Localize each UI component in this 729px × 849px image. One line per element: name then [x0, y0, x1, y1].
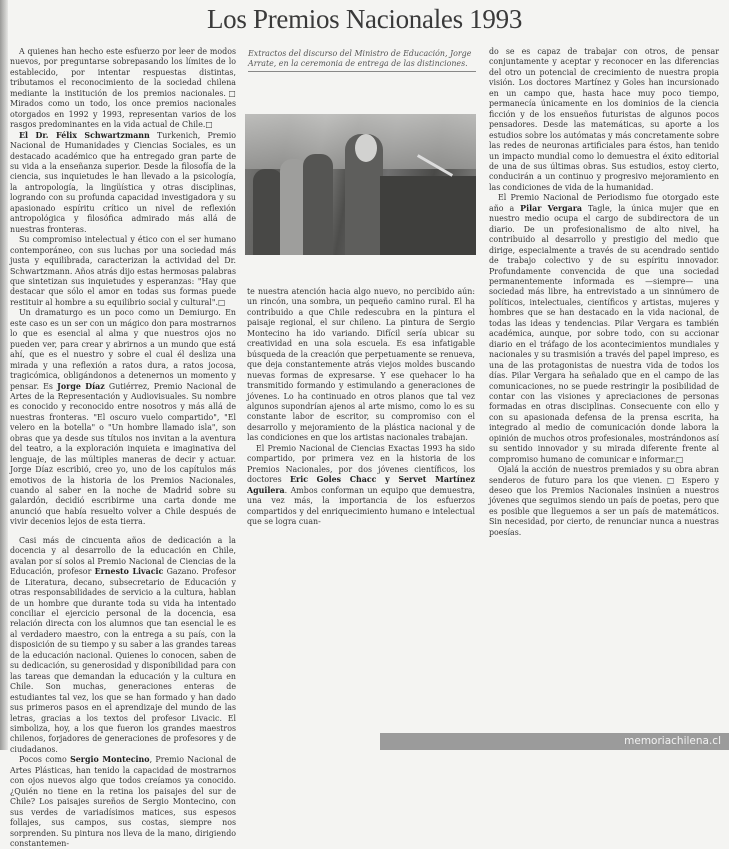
ceremony-photo: [245, 114, 476, 255]
column-2: [247, 287, 475, 527]
watermark-text[interactable]: memoriachilena.cl: [624, 735, 721, 747]
watermark-bar: [380, 733, 729, 750]
podium: [380, 176, 476, 255]
paragraph: Casi más de cincuenta años de dedicación a la docencia y al desarrollo de la educación en Chile, avalan por sí solos al Premio Nacional de Ciencias de la Educación, profesor Ernesto Livacic Gazano. Profesor de Literatura, decano, subsecretario de Educación y otras responsabilidades de servicio a la cultura, hablan de un hombre que durante toda su vida ha intentado conciliar el ejercicio personal de la docencia, esa relación directa con los alumnos que tan esencial le es al verdadero maestro, con la entrega a su país, con la disposición de su tiempo y su saber a las grandes tareas de la educación nacional. Quienes lo conocen, saben de su dedicación, su generosidad y disponibilidad para con las tareas que demandan la educación y la cultura en Chile. Son muchas, generaciones enteras de estudiantes tal vez, los que se han formado y han dado sus primeros pasos en el aprendizaje del mundo de las letras, gracias a los textos del profesor Livacic. El simboliza, hoy, a los que fueron los grandes maestros chilenos, forjadores de generaciones de profesores y de ciudadanos.: [10, 535, 236, 754]
bold-name: Sergio Montecino: [70, 755, 150, 765]
paragraph: Ojalá la acción de nuestros premiados y su obra abran senderos de futuro para los que vienen. □ Espero y deseo que los Premios Nacionales insinúen a nuestros jóvenes que seguimos siendo un país de poetas, pero que es posible que lleguemos a ser un país de matemáticos. Sin necesidad, por cierto, de renunciar nunca a nuestras poesías.: [489, 465, 719, 537]
paragraph: do se es capaz de trabajar con otros, de pensar conjuntamente y aceptar y reconocer en las diferencias del otro un potencial de crecimiento de nuestra propia visión. Los doctores Martínez y Goles han incursionado en un campo que, hasta hace muy poco tiempo, permanecía únicamente en los dominios de la ciencia ficción y de los ensueños futuristas de algunos pocos pensadores. Desde las matemáticas, su aporte a los estudios sobre los autómatas y más concretamente sobre las redes de neuronas artificiales para éstos, han tenido un impacto mundial como lo demuestra el éxito editorial de una de sus últimas obras. Sus estudios, estoy cierto, conducirán a un continuo y progresivo mejoramiento en las condiciones de vida de la humanidad.: [489, 47, 719, 192]
page-edge-shadow: [0, 0, 8, 750]
paragraph: Pocos como Sergio Montecino, Premio Nacional de Artes Plásticas, han tenido la capacidad de mostrarnos con ojos nuevos algo que todos creíamos ya conocido. ¿Quién no tiene en la retina los paisajes del sur de Chile? Los paisajes sureños de Sergio Montecino, con sus verdes de variadísimos matices, sus espesos follajes, sus campos, sus costas, siempre nos sorprenden. Su pintura nos lleva de la mano, dirigiendo constantemen-: [10, 755, 236, 848]
bold-name: Eric Goles Chacc y Servet Martínez Aguilera: [247, 475, 475, 495]
paragraph: A quienes han hecho este esfuerzo por leer de modos nuevos, por preguntarse sobrepasando los límites de lo establecido, por intentar respuestas distintas, tributamos el reconocimiento de la sociedad chilena mediante la institución de los premios nacionales.□ Mirados como un todo, los once premios nacionales otorgados en 1992 y 1993, representan varios de los rasgos predominantes en la vida actual de Chile.□: [10, 47, 236, 130]
paragraph: Su compromiso intelectual y ético con el ser humano contemporáneo, con sus luchas por una sociedad más justa y equilibrada, caracterizan la actividad del Dr. Schwartzmann. Años atrás dijo estas hermosas palabras que sintetizan sus inquietudes y esperanzas: "Hay que destacar que sólo el amor en todas sus formas puede restituir al hombre a su equilibrio social y cultural".□: [10, 235, 236, 307]
paragraph: El Premio Nacional de Ciencias Exactas 1993 ha sido compartido, por primera vez en la historia de los Premios Nacionales, por dos jóvenes científicos, los doctores Eric Goles Chacc y Servet Martínez Aguilera. Ambos conforman un equipo que demuestra, una vez más, la importancia de los esfuerzos compartidos y del enriquecimiento humano e intelectual que se logra cuan-: [247, 443, 475, 526]
photo-caption: Extractos del discurso del Ministro de Educación, Jorge Arrate, en la ceremonia de entrega de las distinciones.: [248, 49, 476, 72]
bold-name: Jorge Díaz: [57, 381, 105, 391]
bold-name: Ernesto Livacic: [94, 567, 164, 577]
paragraph: te nuestra atención hacia algo nuevo, no percibido aún: un rincón, una sombra, un pequeño camino rural. El ha contribuido a que Chile redescubra en la pintura el paisaje regional, el sur chileno. La pintura de Sergio Montecino ha ido variando. Difícil sería ubicar su creatividad en una sola escuela. Es esa infatigable búsqueda de la creación que perpetuamente se renueva, que deja constantemente atrás viejos moldes buscando nuevas formas de expresarse. Y ese quehacer lo ha transmitido formando y estimulando a generaciones de jóvenes. Lo ha continuado en otros planos que tal vez algunos supondrían ajenos al arte mismo, como lo es su constante labor de escritor, su compromiso con el desarrollo y mejoramiento de la plástica nacional y de las condiciones en que los artistas nacionales trabajan.: [247, 287, 475, 443]
article-title: Los Premios Nacionales 1993: [206, 4, 523, 34]
column-1: [10, 47, 236, 849]
seated-person-figure: [253, 169, 283, 255]
paragraph: El Premio Nacional de Periodismo fue otorgado este año a Pilar Vergara Tagle, la única mujer que en nuestro medio ocupa el cargo de subdirectora de un diario. De un profesionalismo de alto nivel, ha contribuido al desarrollo y prestigio del medio que dirige, especialmente a través de su acendrado sentido de trabajo colectivo y de su espíritu innovador. Profundamente convencida de que una sociedad permanentemente informada es —siempre— una sociedad más libre, ha entrevistado a un sinnúmero de políticos, intelectuales, científicos y artistas, mujeres y hombres que se han destacado en la vida nacional, de todas las ideas y tendencias. Pilar Vergara es también académica, aunque, por sobre todo, con su accionar diario en el tráfago de los acontecimientos mundiales y nacionales y su trasmisión a través del papel impreso, es una de las protagonistas de nuestra vida de todos los días. Pilar Vergara ha señalado que en el campo de las comunicaciones, no se puede restringir la posibilidad de contar con las visiones y apreciaciones de personas formadas en otras disciplinas. Consecuente con ello y con su apasionada defensa de la prensa escrita, ha integrado al medio de comunicación donde labora la opinión de muchos otros profesionales, mostrándonos así su sentido innovador y su mirada diferente frente al compromiso humano de comunicar e informar.□: [489, 193, 720, 464]
paragraph: Un dramaturgo es un poco como un Demiurgo. En este caso es un ser con un mágico don para mostrarnos lo que es esencial al alma y que nuestros ojos no pueden ver, para crear y abrirnos a un mundo que está ahí, que es el nuestro y sobre el cual él desliza una mirada y una reflexión a ratos dura, a ratos jocosa, tragicómica, obligándonos a detenernos un momento y pensar. Es Jorge Díaz Gutiérrez, Premio Nacional de Artes de la Representación y Audiovisuales. Su nombre es conocido y reconocido entre nosotros y más allá de nuestras fronteras. "El oscuro vuelo compartido", "El velero en la botella" o "Un hombre llamado isla", son obras que ya desde sus títulos nos invitan a la aventura del teatro, a la exploración inquieta e imaginativa del lenguaje, de las múltiples maneras de decir y actuar. Jorge Díaz escribió, creo yo, uno de los capítulos más emotivos de la historia de los Premios Nacionales, cuando al saber en la noche de Madrid sobre su galardón, decidió escribirme una carta donde me anunció que había resuelto volver a Chile después de vivir decenios lejos de esta tierra.: [10, 308, 236, 527]
seated-person-figure: [303, 154, 333, 255]
paragraph: El Dr. Félix Schwartzmann Turkenich, Premio Nacional de Humanidades y Ciencias Sociales, es un destacado académico que ha entregado gran parte de su vida a la enseñanza superior. Desde la filosofía de la ciencia, sus inquietudes le han llevado a la psicología, la antropología, la lingüística y otras disciplinas, logrando con su profunda capacidad investigadora y su apasionado espíritu crítico un nivel de reflexión antropológica y filosófica admirado más allá de nuestras fronteras.: [10, 130, 236, 234]
bold-name: Pilar Vergara: [520, 203, 583, 213]
speaker-head: [355, 134, 377, 162]
bold-name: El Dr. Félix Schwartzmann: [19, 130, 150, 140]
column-3: [489, 47, 719, 538]
